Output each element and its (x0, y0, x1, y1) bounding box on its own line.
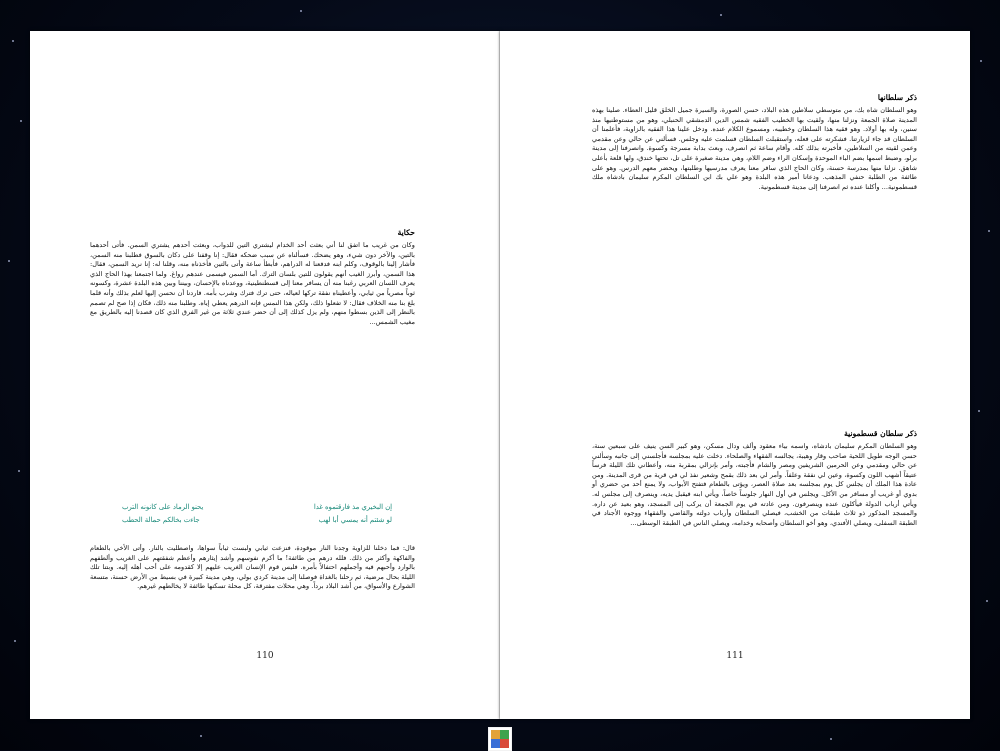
left-heading: حكاية (397, 228, 415, 237)
star (300, 10, 302, 12)
left-paragraph-2: قال: فما دخلنا للزاوية وجدنا النار موقودة، فنزعت ثيابي ولبست ثياباً سواها، واصطليت بالنار. وأتى الأخي بالطعام والفاكهة وأكثر من ذلك. فلله درهم من طائفة! ما أكرم نفوسهم وأشد إيثارهم وأعظم شفقتهم على الغريب وألطفهم بالوارد وأحبهم فيه وأجملهم احتفالاً بأمره. فليس قوم الإنسان الغريب عليهم إلا كقدومه على أحب أهله إليه. وبتنا تلك الليلة بحال مرضية، ثم رحلنا بالغداة فوصلنا إلى مدينة كردي بولي، وهي مدينة كبيرة في بسيط من الأرض حسنة، متسعة الشوارع والأسواق، من أشد البلاد برداً. وهي محلات مفترقة، كل محلة تسكنها طائفة لا يخالطهم غيرهم. (90, 544, 415, 591)
right-section-1 (592, 93, 917, 192)
page-number-right: 111 (726, 651, 744, 661)
star (20, 120, 22, 122)
star (18, 470, 20, 472)
star (14, 640, 16, 642)
icon-tile (491, 739, 500, 748)
icon-tile (491, 730, 500, 739)
poem-verse: يحنو الرماد على كانونه الترب (122, 503, 204, 511)
right-section-2 (592, 429, 917, 528)
star (830, 738, 832, 740)
star (978, 410, 980, 412)
poem-row (122, 501, 392, 514)
left-section-2 (90, 544, 415, 592)
icon-tile (500, 730, 509, 739)
right-paragraph-2: وهو السلطان المكرم سليمان بادشاه، واسمه بياء معقود وألف ودال مسكن، وهو كبير السن ينيف على سبعين سنة، حسن الوجه طويل اللحية صاحب وقار وهيبة، يجالسه الفقهاء والصلحاء. دخلت عليه بمجلسه فأجلسني إلى جانبه وسألني عن حالي ومقدمي وعن الحرمين الشريفين ومصر والشام فأجبته، وأمر بإنزالي بمقربة منه، وأعطاني تلك الليلة فرساً عتيقاً أشهب اللون وكسوة، وعين لي نفقة وعلفاً. وأمر لي بعد ذلك بقمح وشعير نفذ لي في قرية من قرى المدينة. ومن عادة هذا الملك أن يجلس كل يوم بمجلسه بعد صلاة العصر، ويؤتى بالطعام فتفتح الأبواب، ولا يمنع أحد من حضري أو بدوي أو غريب أو مسافر من الأكل. ويجلس في أول النهار جلوساً خاصاً، ويأتي ابنه فيقبل يديه، وينصرف إلى مجلس له. ويأتي أرباب الدولة فيأكلون عنده وينصرفون. ومن عادته في يوم الجمعة أن يركب إلى المسجد، وهو بعيد عن داره. والمسجد المذكور ذو ثلاث طبقات من الخشب، فيصلي السلطان وأرباب دولته والقاضي والفقهاء ووجوه الأجناد في الطبقة السفلى، ويصلي الأفندي، وهو أخو السلطان وأصحابه وخدامه، ويصلي الناس في الطبقة الوسطى... (592, 442, 917, 527)
right-heading-1: ذكر سلطانها (877, 93, 917, 102)
page-number-left: 110 (256, 651, 274, 661)
star (8, 260, 10, 262)
right-paragraph-1: وهو السلطان شاه بك، من متوسطي سلاطين هذه البلاد، حسن الصورة، والسيرة جميل الخلق قليل العطاء. صلينا بهذه المدينة صلاة الجمعة ونزلنا منها، ولقيت بها الخطيب الفقيه شمس الدين الدمشقي الحنبلي، وهو من مستوطنيها منذ سنين، وله بها أولاد. وهو فقيه هذا السلطان وخطيبه، ومسموع الكلام عنده. ودخل علينا هذا الفقيه بالزاوية، فأعلمنا أن السلطان قد جاء لزيارتنا. فشكرته على فعله، واستقبلت السلطان فسلمت عليه وجلس. فسألني عن حالي وعن مقدمي وعمن لقيته من السلاطين، فأخبرته بذلك كله. وأقام ساعة ثم انصرف، وبعث بدابة مسرجة وكسوة. وانصرفنا إلى مدينة برلو، وضبط اسمها بضم الباء الموحدة وإسكان الراء وضم اللام، وهي مدينة صغيرة على تل، تحتها خندق، ولها قلعة بأعلى شاهق. نزلنا منها بمدرسة حسنة، وكان الحاج الذي سافر معنا يعرف مدرسيها وطلبتها، ويحضر معهم الدرس. وهو على طائفة من الطلبة حنفي المذهب. ودعانا أمير هذه البلدة وهو علي بك ابن السلطان المكرم سليمان بادشاه ملك قسطمونية... وأكلنا عنده ثم انصرفنا إلى مدينة قسطمونية. (592, 106, 917, 191)
poem-verse: جاءت بخالكم حمالة الحطب (122, 516, 200, 524)
star (986, 600, 988, 602)
left-paragraph-1: وكان من غريب ما اتفق لنا أني بعثت أحد الخدام ليشتري التين للدواب، وبعثت أحدهم يشتري السمن. فأتى أحدهما بالتين، والآخر دون شيء، وهو يضحك. فسألناه عن سبب ضحكه فقال: إنا وقفنا على دكان بالسوق فطلبنا منه السمن، فأشار إلينا بالوقوف، وكلم ابنه فدفعنا له الدراهم، فأبطأ ساعة وأتى بالتين فأخذناه منه، وقلنا له: إنا نريد السمن، فقال: هذا السمن، وأبرز الغيب أنهم يقولون للتين بلسان الترك. أما السمن فيسمى عندهم رواغ. ولما اجتمعنا بهذا الحاج الذي يعرف اللسان العربي رغبنا منه أن يسافر معنا إلى قسطنطينية، ووعدناه بالإحسان، وبيننا وبين هذه البلدة عشرة، وكسونه ثوباً مصرياً من ثيابي، وأعطيناه نفقة تركها لعياله، حتى ترك فترك وشرب بأمه. فاردنا أن نحسن إليها لعلم بذلك وأنه قلما بلغ بنا منه الخلاف فقال: لا تفعلوا ذلك، ولكن هذا النمس فإنه الدرهم يعطي إياه. وطلبنا منه ذلك، فكان إذا صح لم تصمم بالنظر إلى الذين بسطوا منهم، ولم يزل كذلك إلى أن حضر عندي ثلاثة من غير الفرق الذي كان قصدنا إليه بالطريق مع مغيب الشمس... (90, 241, 415, 326)
app-launcher-icon[interactable] (488, 727, 512, 751)
star (200, 735, 202, 737)
poem (122, 501, 392, 527)
left-section (90, 228, 415, 327)
left-page[interactable] (30, 31, 500, 719)
star (720, 14, 722, 16)
icon-tile (500, 739, 509, 748)
star (988, 230, 990, 232)
star (12, 40, 14, 42)
poem-verse: لو شئتم أنه يمسي أبا لهب (318, 516, 392, 524)
poem-verse: إن البخيري مذ فارقتموه غدا (313, 503, 392, 511)
right-page[interactable] (500, 31, 970, 719)
poem-row (122, 514, 392, 527)
right-heading-2: ذكر سلطان قسطمونية (844, 429, 917, 438)
star (980, 60, 982, 62)
